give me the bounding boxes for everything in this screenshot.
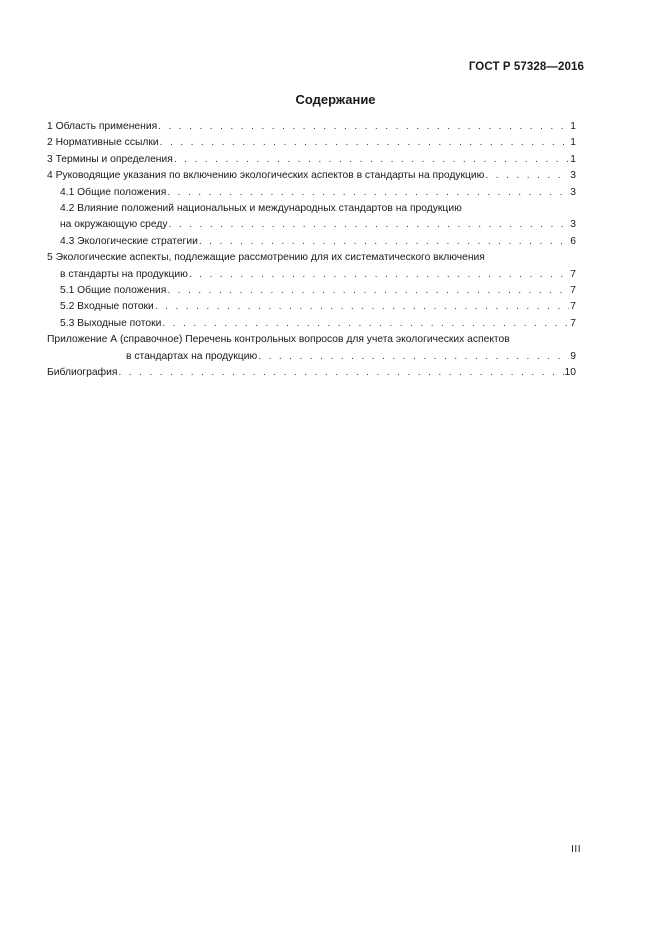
toc-entry-1[interactable]	[47, 119, 576, 135]
toc-entry-2[interactable]	[47, 135, 576, 151]
toc-entry-bibliography[interactable]	[47, 365, 576, 381]
toc-entry-text: в стандарты на продукцию	[60, 268, 188, 280]
document-code: ГОСТ Р 57328—2016	[468, 61, 584, 73]
toc-entry-page: 3	[570, 186, 576, 198]
dot-leader	[199, 234, 569, 250]
dot-leader	[258, 349, 569, 365]
toc-entry-4-2[interactable]	[47, 201, 576, 234]
toc-entry-page: 10	[564, 367, 576, 379]
toc-entry-page: 1	[570, 137, 576, 149]
dot-leader	[167, 185, 569, 201]
toc-title: Содержание	[295, 92, 376, 107]
toc-entry-4-3[interactable]	[47, 234, 576, 250]
table-of-contents	[47, 119, 576, 382]
toc-entry-text: 5.1 Общие положения	[60, 285, 167, 297]
page-number: III	[571, 844, 581, 855]
toc-entry-text: 3 Термины и определения	[47, 153, 173, 165]
toc-entry-text: в стандартах на продукцию	[126, 350, 258, 362]
toc-entry-4-1[interactable]	[47, 185, 576, 201]
toc-entry-text: 4 Руководящие указания по включению экологических аспектов в стандарты на продукцию	[47, 170, 485, 182]
dot-leader	[162, 316, 569, 332]
dot-leader	[155, 299, 569, 315]
toc-entry-appendix-a[interactable]	[47, 332, 576, 365]
toc-entry-text-line1: 5 Экологические аспекты, подлежащие рассмотрению для их систематического включения	[47, 252, 485, 264]
toc-entry-text-line1: Приложение А (справочное) Перечень контрольных вопросов для учета экологических аспектов	[47, 334, 510, 346]
dot-leader	[485, 168, 569, 184]
toc-entry-4[interactable]	[47, 168, 576, 184]
toc-entry-page: 7	[570, 285, 576, 297]
toc-entry-page: 7	[570, 317, 576, 329]
toc-entry-text-line1: 4.2 Влияние положений национальных и международных стандартов на продукцию	[60, 203, 462, 215]
toc-entry-text: 2 Нормативные ссылки	[47, 137, 159, 149]
toc-entry-page: 3	[570, 170, 576, 182]
toc-entry-3[interactable]	[47, 152, 576, 168]
dot-leader	[118, 365, 563, 381]
toc-entry-text: на окружающую среду	[60, 219, 168, 231]
toc-entry-text: Библиография	[47, 367, 118, 379]
toc-entry-5-1[interactable]	[47, 283, 576, 299]
toc-entry-text: 5.3 Выходные потоки	[60, 317, 162, 329]
toc-entry-page: 7	[570, 268, 576, 280]
dot-leader	[167, 283, 569, 299]
toc-entry-page: 7	[570, 301, 576, 313]
toc-entry-text: 4.1 Общие положения	[60, 186, 167, 198]
dot-leader	[174, 152, 569, 168]
toc-entry-5-2[interactable]	[47, 299, 576, 315]
dot-leader	[160, 135, 570, 151]
toc-entry-text: 1 Область применения	[47, 121, 158, 132]
toc-entry-page: 1	[570, 121, 576, 132]
toc-entry-page: 9	[570, 350, 576, 362]
toc-entry-text: 4.3 Экологические стратегии	[60, 235, 198, 247]
toc-entry-5[interactable]	[47, 250, 576, 283]
toc-entry-page: 6	[570, 235, 576, 247]
toc-entry-page: 3	[570, 219, 576, 231]
toc-entry-5-3[interactable]	[47, 316, 576, 332]
toc-entry-page: 1	[570, 153, 576, 165]
dot-leader	[169, 217, 570, 233]
toc-entry-text: 5.2 Входные потоки	[60, 301, 154, 313]
dot-leader	[158, 119, 569, 135]
dot-leader	[189, 267, 569, 283]
